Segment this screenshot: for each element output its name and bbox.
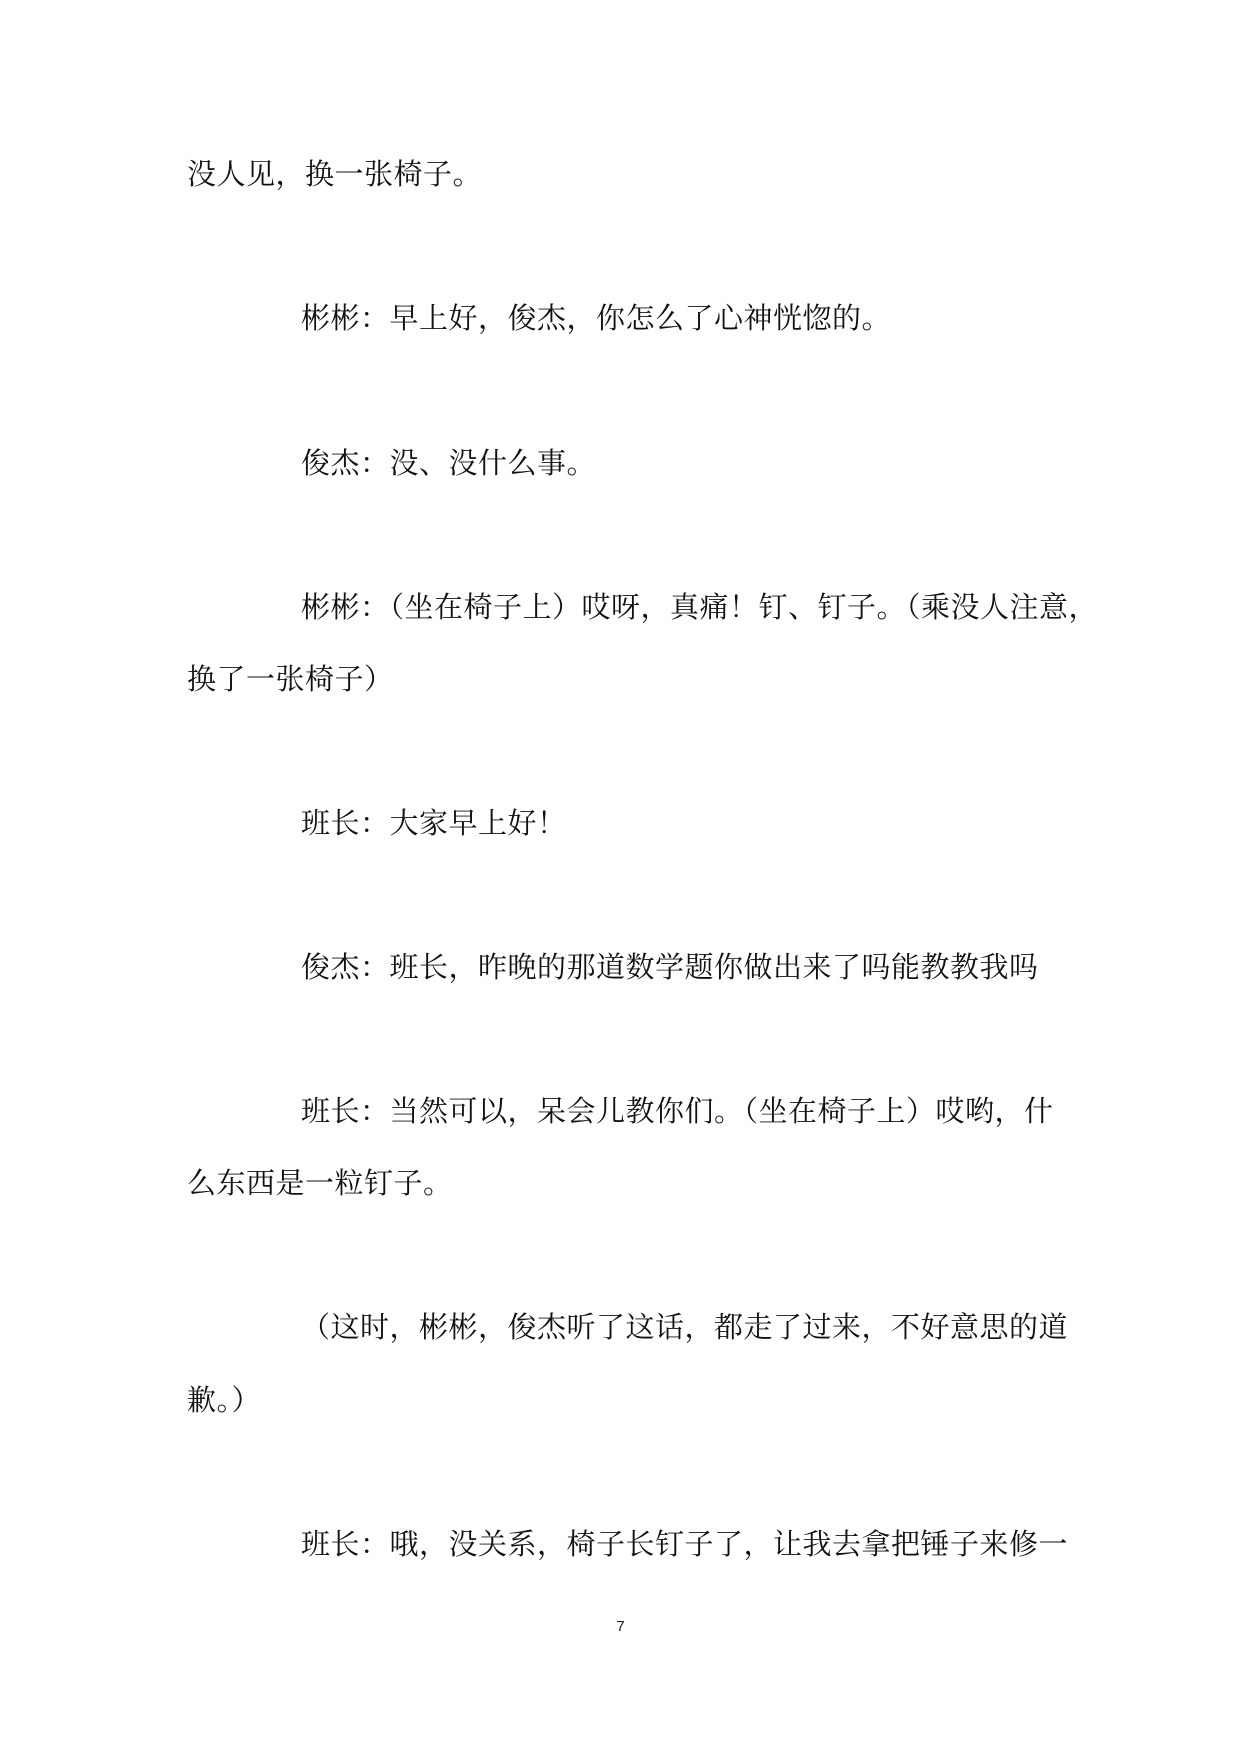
text-line: 彬彬：（坐在椅子上）哎呀，真痛！钉、钉子。（乘没人注意， (301, 590, 1099, 624)
text-line: （这时，彬彬，俊杰听了这话，都走了过来，不好意思的道 (301, 1310, 1069, 1344)
page-number: 7 (616, 1618, 625, 1635)
text-line: 俊杰：没、没什么事。 (301, 446, 597, 480)
text-line: 彬彬：早上好，俊杰，你怎么了心神恍惚的。 (301, 301, 892, 335)
text-line: 俊杰：班长，昨晚的那道数学题你做出来了吗能教教我吗 (301, 950, 1039, 984)
text-line: 班长：当然可以，呆会儿教你们。（坐在椅子上）哎哟，什 (301, 1094, 1054, 1128)
text-line: 班长：哦，没关系，椅子长钉子了，让我去拿把锤子来修一 (301, 1527, 1069, 1561)
text-line: 歉。） (187, 1383, 262, 1417)
text-line: 么东西是一粒钉子。 (187, 1166, 453, 1200)
text-line: 班长：大家早上好！ (301, 806, 567, 840)
text-line: 没人见，换一张椅子。 (187, 157, 483, 191)
text-line: 换了一张椅子） (187, 662, 394, 696)
